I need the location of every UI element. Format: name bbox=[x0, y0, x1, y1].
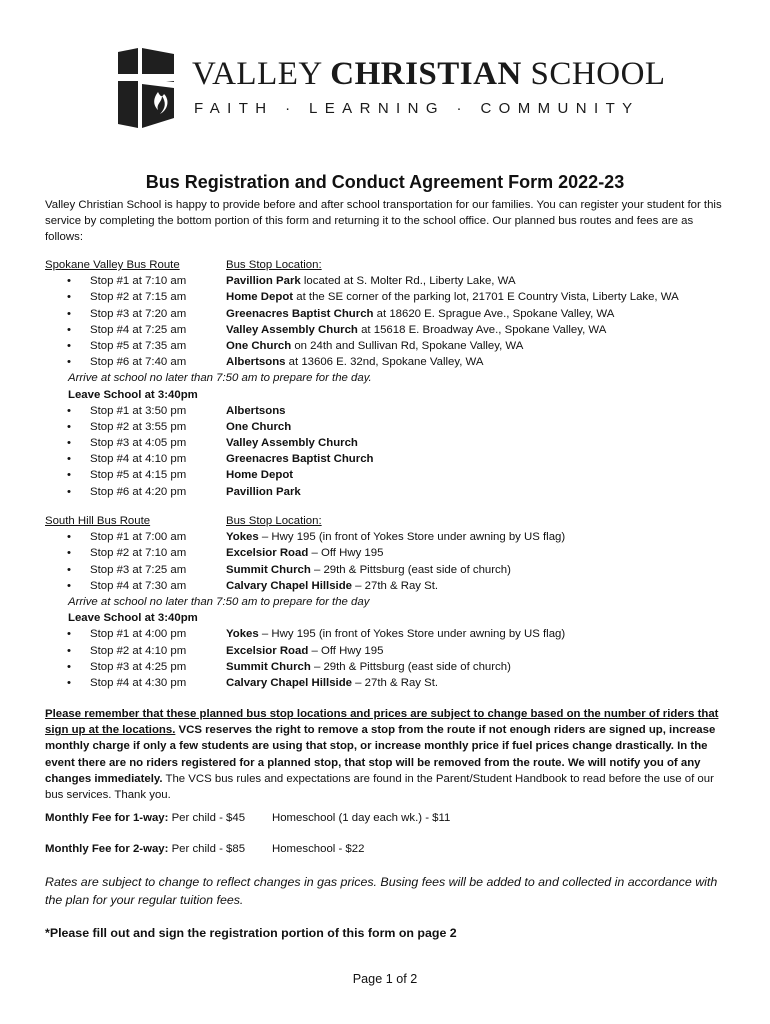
stop-detail: – Hwy 195 (in front of Yokes Store under awning by US flag) bbox=[258, 531, 566, 544]
school-tagline: FAITH · LEARNING · COMMUNITY bbox=[194, 100, 640, 117]
stop-row bbox=[45, 529, 735, 545]
stop-time: Stop #4 at 7:25 am bbox=[90, 323, 187, 336]
page-title: Bus Registration and Conduct Agreement Form 2022-23 bbox=[145, 172, 625, 192]
arrive-note-row bbox=[45, 370, 735, 386]
bullet-icon: • bbox=[67, 579, 71, 592]
stop-row bbox=[45, 659, 735, 675]
change-notice bbox=[45, 706, 731, 803]
stop-place: Yokes bbox=[226, 628, 259, 641]
bullet-icon: • bbox=[67, 437, 71, 450]
stop-place: Calvary Chapel Hillside bbox=[226, 676, 352, 689]
stop-place: Albertsons bbox=[226, 356, 286, 369]
stop-detail: – 27th & Ray St. bbox=[351, 579, 439, 592]
stop-row bbox=[45, 338, 735, 354]
arrive-note: Arrive at school no later than 7:50 am to prepare for the day. bbox=[68, 372, 372, 385]
stop-place: Home Depot bbox=[226, 469, 294, 482]
stop-place: Valley Assembly Church bbox=[226, 437, 358, 450]
leave-title: Leave School at 3:40pm bbox=[68, 612, 198, 625]
stop-time: Stop #3 at 4:05 pm bbox=[90, 437, 187, 450]
stop-detail: – 29th & Pittsburg (east side of church) bbox=[310, 660, 511, 673]
location-title: Bus Stop Location: bbox=[226, 259, 322, 271]
school-name-bold: CHRISTIAN bbox=[330, 56, 522, 92]
stop-time: Stop #1 at 7:10 am bbox=[90, 275, 187, 288]
stop-place: Greenacres Baptist Church bbox=[226, 453, 374, 466]
arrive-note-row bbox=[45, 594, 735, 610]
fill-out-note: *Please fill out and sign the registration portion of this form on page 2 bbox=[45, 926, 457, 940]
route-header-row bbox=[45, 513, 735, 529]
stop-time: Stop #3 at 4:25 pm bbox=[90, 660, 187, 673]
stop-detail: at 18620 E. Sprague Ave., Spokane Valley, WA bbox=[373, 307, 615, 320]
bullet-icon: • bbox=[67, 356, 71, 369]
bullet-icon: • bbox=[67, 291, 71, 304]
leave-title-row bbox=[45, 387, 735, 403]
leave-title-row bbox=[45, 610, 735, 626]
stop-detail: – Off Hwy 195 bbox=[308, 644, 384, 657]
fee-row-twoway bbox=[45, 843, 365, 855]
notice-plain: The VCS bus rules and expectations are found in the Parent/Student Handbook to read before the use of our bus services. Thank you. bbox=[45, 772, 714, 802]
bullet-icon: • bbox=[67, 339, 71, 352]
stop-row bbox=[45, 354, 735, 370]
stop-detail: – 27th & Ray St. bbox=[351, 676, 439, 689]
afternoon-stops bbox=[45, 626, 735, 691]
bullet-icon: • bbox=[67, 307, 71, 320]
stop-detail: at the SE corner of the parking lot, 21701 E Country Vista, Liberty Lake, WA bbox=[293, 291, 679, 304]
fee-row-oneway bbox=[45, 812, 451, 824]
stop-row bbox=[45, 273, 735, 289]
stop-time: Stop #4 at 4:30 pm bbox=[90, 676, 187, 689]
stop-detail: – Off Hwy 195 bbox=[308, 547, 384, 560]
stop-time: Stop #1 at 3:50 pm bbox=[90, 404, 187, 417]
bullet-icon: • bbox=[67, 531, 71, 544]
school-name-part2: SCHOOL bbox=[521, 56, 666, 92]
stop-row bbox=[45, 484, 735, 500]
fee-label: Monthly Fee for 1-way: bbox=[45, 812, 169, 824]
spokane-valley-route bbox=[45, 257, 735, 500]
bullet-icon: • bbox=[67, 453, 71, 466]
stop-place: Excelsior Road bbox=[226, 644, 309, 657]
stop-place: Yokes bbox=[226, 531, 259, 544]
route-header-row bbox=[45, 257, 735, 273]
morning-stops bbox=[45, 273, 735, 370]
stop-time: Stop #2 at 7:15 am bbox=[90, 291, 187, 304]
stop-detail: at 15618 E. Broadway Ave., Spokane Valley, WA bbox=[357, 323, 607, 336]
stop-place: One Church bbox=[226, 339, 292, 352]
stop-place: Pavillion Park bbox=[226, 485, 301, 498]
stop-time: Stop #4 at 4:10 pm bbox=[90, 453, 187, 466]
stop-detail: – Hwy 195 (in front of Yokes Store under awning by US flag) bbox=[258, 628, 566, 641]
stop-row bbox=[45, 643, 735, 659]
school-logo bbox=[112, 44, 672, 134]
stop-time: Stop #2 at 3:55 pm bbox=[90, 420, 187, 433]
stop-row bbox=[45, 467, 735, 483]
morning-stops bbox=[45, 529, 735, 594]
leave-title: Leave School at 3:40pm bbox=[68, 388, 198, 401]
stop-place: One Church bbox=[226, 420, 292, 433]
stop-place: Summit Church bbox=[226, 660, 311, 673]
location-title: Bus Stop Location: bbox=[226, 515, 322, 527]
stop-row bbox=[45, 435, 735, 451]
stop-time: Stop #1 at 4:00 pm bbox=[90, 628, 187, 641]
stop-row bbox=[45, 419, 735, 435]
bullet-icon: • bbox=[67, 628, 71, 641]
stop-row bbox=[45, 451, 735, 467]
stop-time: Stop #2 at 4:10 pm bbox=[90, 644, 187, 657]
stop-time: Stop #6 at 7:40 am bbox=[90, 356, 187, 369]
bullet-icon: • bbox=[67, 660, 71, 673]
stop-time: Stop #5 at 7:35 am bbox=[90, 339, 187, 352]
stop-place: Calvary Chapel Hillside bbox=[226, 579, 352, 592]
stop-time: Stop #6 at 4:20 pm bbox=[90, 485, 187, 498]
stop-row bbox=[45, 578, 735, 594]
bullet-icon: • bbox=[67, 469, 71, 482]
afternoon-stops bbox=[45, 403, 735, 500]
stop-time: Stop #4 at 7:30 am bbox=[90, 579, 187, 592]
stop-detail: at 13606 E. 32nd, Spokane Valley, WA bbox=[285, 356, 484, 369]
cross-flame-icon bbox=[112, 44, 182, 134]
stop-time: Stop #3 at 7:20 am bbox=[90, 307, 187, 320]
notice-bold: VCS reserves the right to remove a stop from the route if not enough riders are signed up, increase monthly charge if only a few students are using that stop, or increase monthly price if fuel prices change drastically. In the event there are no riders registered for a planned stop, that stop will be removed from the route. We will notify you of any changes immediately. bbox=[45, 724, 716, 785]
page-number: Page 1 of 2 bbox=[352, 972, 418, 986]
bullet-icon: • bbox=[67, 644, 71, 657]
stop-detail: – 29th & Pittsburg (east side of church) bbox=[310, 563, 511, 576]
bullet-icon: • bbox=[67, 275, 71, 288]
bullet-icon: • bbox=[67, 547, 71, 560]
stop-row bbox=[45, 322, 735, 338]
stop-row bbox=[45, 306, 735, 322]
fee-value: Per child - $45 bbox=[168, 812, 246, 824]
stop-row bbox=[45, 675, 735, 691]
rates-note: Rates are subject to change to reflect changes in gas prices. Busing fees will be added to and collected in accordance with the plan for your regular tuition fees. bbox=[45, 875, 718, 907]
intro-paragraph: Valley Christian School is happy to provide before and after school transportation for our families. You can register your student for this service by completing the bottom portion of this form and returning it to the school office. Our planned bus routes and fees are as follows: bbox=[45, 199, 722, 244]
stop-place: Albertsons bbox=[226, 404, 286, 417]
stop-place: Summit Church bbox=[226, 563, 311, 576]
stop-place: Pavillion Park bbox=[226, 275, 301, 288]
bullet-icon: • bbox=[67, 420, 71, 433]
bullet-icon: • bbox=[67, 676, 71, 689]
stop-row bbox=[45, 289, 735, 305]
arrive-note: Arrive at school no later than 7:50 am to prepare for the day bbox=[68, 595, 370, 608]
stop-detail: located at S. Molter Rd., Liberty Lake, WA bbox=[300, 275, 516, 288]
stop-detail: on 24th and Sullivan Rd, Spokane Valley, WA bbox=[291, 339, 524, 352]
route-title: Spokane Valley Bus Route bbox=[45, 259, 180, 271]
notice-underlined: Please remember that these planned bus stop locations and prices are subject to change based on the number of riders that sign up at the locations. bbox=[45, 708, 719, 737]
stop-place: Valley Assembly Church bbox=[226, 323, 358, 336]
stop-time: Stop #2 at 7:10 am bbox=[90, 547, 187, 560]
stop-place: Excelsior Road bbox=[226, 547, 309, 560]
fee-label: Monthly Fee for 2-way: bbox=[45, 843, 169, 855]
stop-row bbox=[45, 562, 735, 578]
bullet-icon: • bbox=[67, 563, 71, 576]
fee-value: Per child - $85 bbox=[168, 843, 246, 855]
stop-time: Stop #1 at 7:00 am bbox=[90, 531, 187, 544]
homeschool-fee: Homeschool - $22 bbox=[272, 843, 365, 855]
bullet-icon: • bbox=[67, 323, 71, 336]
stop-place: Greenacres Baptist Church bbox=[226, 307, 374, 320]
school-name-part1: VALLEY bbox=[192, 56, 331, 92]
bullet-icon: • bbox=[67, 404, 71, 417]
stop-row bbox=[45, 626, 735, 642]
stop-row bbox=[45, 545, 735, 561]
stop-time: Stop #3 at 7:25 am bbox=[90, 563, 187, 576]
stop-row bbox=[45, 403, 735, 419]
south-hill-route bbox=[45, 513, 735, 691]
homeschool-fee: Homeschool (1 day each wk.) - $11 bbox=[272, 812, 451, 824]
stop-place: Home Depot bbox=[226, 291, 294, 304]
school-name bbox=[192, 56, 666, 93]
route-title: South Hill Bus Route bbox=[45, 515, 151, 527]
stop-time: Stop #5 at 4:15 pm bbox=[90, 469, 187, 482]
bullet-icon: • bbox=[67, 485, 71, 498]
